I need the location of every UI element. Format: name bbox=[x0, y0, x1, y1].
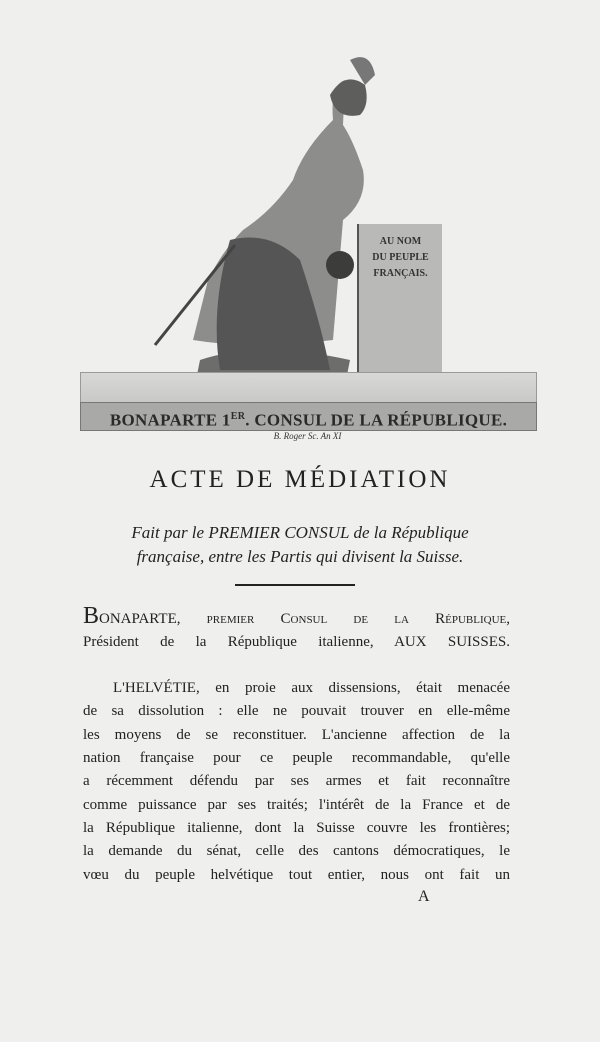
inscribed-stone-block bbox=[357, 224, 442, 388]
stone-line: AU NOM bbox=[379, 236, 422, 247]
pedestal-sup: ER bbox=[230, 411, 246, 422]
address-line-1 bbox=[83, 603, 510, 630]
subtitle-line: Fait par le PREMIER CONSUL de la République bbox=[131, 523, 469, 542]
body-line: la demande du sénat, celle des cantons démocratiques, le bbox=[83, 843, 510, 859]
engraver-credit: B. Roger Sc. An XI bbox=[273, 431, 342, 441]
address-text: ONAPARTE, premier Consul de la République, bbox=[99, 611, 510, 627]
drop-initial: B bbox=[83, 603, 100, 629]
body-line: comme puissance par ses traités; l'intérêt de la France et de bbox=[83, 797, 510, 813]
body-line: de sa dissolution : elle ne pouvait trouver en elle-même bbox=[83, 703, 510, 719]
pedestal-text-rest: . CONSUL DE LA RÉPUBLIQUE. bbox=[245, 410, 508, 430]
body-line: vœu du peuple helvétique tout entier, nous ont fait un bbox=[83, 867, 510, 883]
body-line: L'HELVÉTIE, en proie aux dissensions, était menacée bbox=[113, 680, 510, 696]
body-line: nation française pour ce peuple recommandable, qu'elle bbox=[83, 750, 510, 766]
pedestal-text: BONAPARTE 1 bbox=[109, 410, 231, 430]
stone-line: FRANÇAIS. bbox=[373, 268, 428, 279]
signature-mark: A bbox=[418, 888, 430, 905]
page-title: ACTE DE MÉDIATION bbox=[149, 466, 451, 493]
seated-figure-illustration bbox=[155, 57, 375, 389]
subtitle-line: française, entre les Partis qui divisent la Suisse. bbox=[136, 547, 464, 566]
body-line: les moyens de se reconstituer. L'ancienne affection de la bbox=[83, 727, 510, 743]
body-line: la République italienne, dont la Suisse couvre les frontières; bbox=[83, 820, 510, 836]
divider-rule bbox=[235, 584, 355, 586]
address-line-2: Président de la République italienne, AUX SUISSES. bbox=[83, 634, 510, 650]
stone-line: DU PEUPLE bbox=[372, 252, 429, 263]
pedestal-inscription bbox=[80, 402, 537, 431]
body-line: a récemment défendu par ses armes et fait reconnaître bbox=[83, 773, 510, 789]
pedestal-top bbox=[80, 372, 537, 404]
